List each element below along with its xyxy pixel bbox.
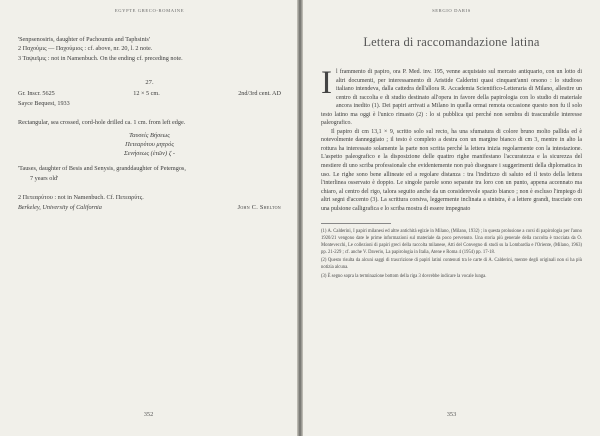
text-line-1: 'Senpsenosiris, daughter of Pachoumis and Taphsinis' [18, 36, 150, 43]
article-title: Lettera di raccomandazione latina [363, 35, 540, 49]
running-head-right: SERGIO DARIS [432, 8, 471, 13]
footnote-3: (3) È segno sopra la terminazione bottom della riga 3 dovrebbe indicare la vocale lunga. [321, 274, 487, 280]
meta-provenance: Sayce Bequest, 1933 [18, 99, 70, 107]
text-line-2: 2 Παχούμις — Παχούμιος : cf. above, nr. 20, l. 2 note. [18, 45, 153, 53]
translation-line-2: 7 years old' [30, 174, 59, 182]
paragraph-1-text: l frammento di papiro, ora P. Med. inv. 195, venne acquistato sul mercato antiquario, con un lotto di altri documenti, per interessamento di Aristide Calderini quasi cinquant'anni orsono : lo studioso italiano intendeva, dalla cattedra dell'allora R. Accademia Scientifico-Letteraria di Milano, allestire un centro di raccolta e di studio destinato all'opera in favore della papirologia con lo studio di materiale ancora inedito (1). Dei papiri arrivati a Milano in quella ormai remota occasione questo non fu il solo testo latino ma oggi è l'unico rimasto (2) : lo si pubblica qui perché non sembra di trascurabile interesse paleografico. [321, 69, 582, 127]
catalog-number: 27. [145, 79, 154, 87]
footnote-1: (1) A. Calderini, I papiri milanesi ed altre antichità egizie in Milano, (Milano, 1932) ; in questa prolusione a corsi di papirologia per l'anno 1920/21 vengono date le prime informazioni sul materiale da poco pervenuto. Una storia più generale della raccolta è tracciata da O. Montevecchi, Le collezioni di papiri greci della raccolta milanese, Atti del Convegno di studi su la Lombardia e l'Oriente, (Milano, 1963) pp. 21-229 ; cf. anche V. Daverio, La papirologia in Italia, Atene e Roma 4 (1954) pp. 17-18. [321, 229, 582, 255]
institution: Berkeley, University of California [18, 203, 102, 211]
page-number-left: 352 [143, 411, 154, 418]
author-name: John C. Shelton [237, 203, 281, 211]
left-page [0, 0, 297, 436]
meta-inventory: Gr. Inscr. 5625 [18, 90, 55, 98]
meta-size: 12 × 5 cm. [133, 90, 160, 98]
right-page [303, 0, 600, 436]
paragraph-2: Il papiro di cm 13,1 × 9, scritto solo sul recto, ha una sfumatura di colore bruno molto pallida ed è notevolmente danneggiato ; il testo è completo a destra con un margine bianco di cm 3, mentre in alto la rottura ha interessato solamente la parte non scritta perché la lettera inizia regolarmente con la intestazione. L'aspetto paleografico e la disposizione delle quattro righe manifestano l'accuratezza e la sicurezza del mestiere di uno scriba professionale che evidentemente non può disegnare i suggerimenti della diplomatica in uso. Le righe sono bene allineate ed a regolare distanza : tra l'indirizzo di saluto ed il testo della lettera l'interlinea osservato è doppio. Le singole parole sono separate tra loro con un punto, appena accennato ma chiaro, al centro del rigo, talora seguito anche da un considerevole spazio bianco ; non è escluso l'impiego di altri segni d'accento (3). La scrittura corsiva, leggermente inclinata a sinistra, è a lettere grandi, tracciate con una pulsione calligrafica e lo scriba mostra di essere impegnato [321, 128, 582, 212]
footnotes [321, 229, 582, 281]
translation-line-1: 'Tauses, daughter of Besis and Senysis, granddaughter of Petemgos, [18, 165, 186, 173]
commentary-note: 2 Πετεαρύτου : not in Namenbuch. Cf. Πετεαρύτς. [18, 194, 144, 202]
paragraph-1 [321, 65, 582, 128]
running-head-left: EGYPTE GRECO-ROMAINE [114, 8, 185, 13]
catalog-meta [18, 89, 281, 98]
object-description: Rectangular, sea crossed, cord-hole drilled ca. 1 cm. from left edge. [18, 119, 186, 127]
greek-line-2: Πετεαρύτου μητρός [125, 141, 174, 149]
text-line-3: 3 Ταψιεῖμις : not in Namenbuch. On the ending cf. preceding note. [18, 54, 183, 62]
article-body [321, 65, 582, 213]
footnote-2: (2) Questo risulta da alcuni saggi di trascrizione di papiri latini contenuti tra le carte di A. Calderini, mentre degli originali non si ha più notizia alcuna. [321, 258, 582, 271]
footnote-rule [321, 223, 391, 224]
page-number-right: 353 [446, 411, 457, 418]
meta-date: 2nd/3rd cent. AD [238, 90, 281, 98]
author-affiliation [18, 203, 281, 212]
greek-line-3: Σενήσεως (ἐτῶν) ζ - [123, 150, 176, 158]
greek-line-1: Ταυσείς Βήσεως [129, 132, 170, 140]
drop-cap: I [321, 65, 332, 101]
